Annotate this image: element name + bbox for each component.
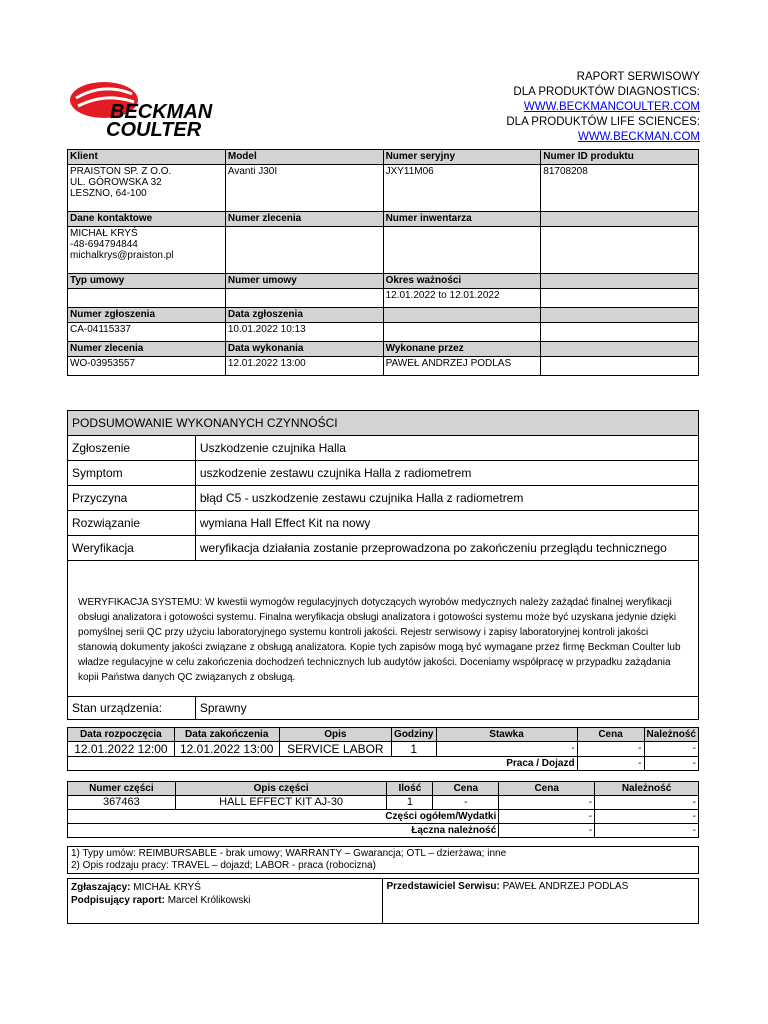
client-label: Klient bbox=[68, 150, 226, 165]
contact-value bbox=[68, 227, 226, 274]
part-number: 367463 bbox=[68, 796, 176, 810]
summary-value-4: weryfikacja działania zostanie przeprowadzona po zakończeniu przeglądu technicznego bbox=[195, 536, 698, 561]
done-date-label: Data wykonania bbox=[225, 342, 383, 357]
verification-text: WERYFIKACJA SYSTEMU: W kwestii wymogów regulacyjnych dotyczących wyrobów medycznych należy zażądać finalnej weryfikacji obsługi analizatora i gotowości systemu. Finalna weryfikacja obsługi analizatora i gotowości systemu może być uzyskana jedynie dzięki pomyślnej serii QC przy użyciu laboratoryjnego systemu kontroli jakości. Rejestr serwisowy i zapisy laboratoryjnej kontroli jakości stanowią dokumenty jakości związane z obsługą analizatora. Kopie tych zapisów mogą być wymagane przez firmę Beckman Coulter lub władze regulacyjne w celu zakończenia dochodzeń technicznych lub audytów jakości. Doceniamy współpracę w przypadku zażądania kopii Państwa danych QC związanych z obsługą. bbox=[68, 561, 699, 697]
reporter-name: MICHAŁ KRYŚ bbox=[133, 882, 201, 893]
notes bbox=[68, 847, 699, 874]
grand-total-price: - bbox=[499, 824, 595, 838]
notes-table bbox=[67, 846, 699, 874]
logo-line1: BECKMAN bbox=[110, 101, 213, 123]
device-state-value: Sprawny bbox=[195, 697, 698, 720]
inventory-label: Numer inwentarza bbox=[383, 212, 541, 227]
beckman-coulter-logo bbox=[66, 76, 246, 136]
model-value: Avanti J30I bbox=[225, 165, 383, 212]
labor-total-label: Praca / Dojazd bbox=[68, 757, 578, 771]
rep-label: Przedstawiciel Serwisu: bbox=[386, 881, 500, 892]
reporter-cell bbox=[68, 879, 383, 924]
wo-label: Numer zlecenia bbox=[68, 342, 226, 357]
header-title: RAPORT SERWISOWY bbox=[576, 71, 700, 83]
parts-header-4: Cena bbox=[499, 782, 595, 796]
labor-row bbox=[68, 742, 699, 757]
labor-end: 12.01.2022 13:00 bbox=[174, 742, 279, 757]
rep-cell bbox=[383, 879, 699, 924]
productid-value: 81708208 bbox=[541, 165, 699, 212]
header-line3: DLA PRODUKTÓW LIFE SCIENCES: bbox=[506, 116, 700, 128]
client-value bbox=[68, 165, 226, 212]
parts-table bbox=[67, 781, 699, 838]
contact-line2: -48-694794844 bbox=[70, 239, 138, 250]
labor-desc: SERVICE LABOR bbox=[279, 742, 391, 757]
summary-label-2: Przyczyna bbox=[68, 486, 196, 511]
labor-hours: 1 bbox=[392, 742, 436, 757]
ticket-date-value: 10.01.2022 10:13 bbox=[225, 323, 383, 342]
client-line3: LESZNO, 64-100 bbox=[70, 188, 147, 199]
part-desc: HALL EFFECT KIT AJ-30 bbox=[175, 796, 387, 810]
labor-start: 12.01.2022 12:00 bbox=[68, 742, 175, 757]
labor-header-6: Należność bbox=[644, 728, 699, 742]
parts-header-0: Numer części bbox=[68, 782, 176, 796]
summary-title: PODSUMOWANIE WYKONANYCH CZYNNOŚCI bbox=[68, 411, 699, 436]
done-by-label: Wykonane przez bbox=[383, 342, 541, 357]
grand-total-amount: - bbox=[595, 824, 699, 838]
wo-value: WO-03953557 bbox=[68, 357, 226, 376]
client-line1: PRAISTON SP. Z O.O. bbox=[70, 166, 172, 177]
device-state-label: Stan urządzenia: bbox=[68, 697, 196, 720]
labor-rate: - bbox=[436, 742, 577, 757]
summary-value-3: wymiana Hall Effect Kit na nowy bbox=[195, 511, 698, 536]
ticket-label: Numer zgłoszenia bbox=[68, 308, 226, 323]
labor-table bbox=[67, 727, 699, 771]
header-line2: DLA PRODUKTÓW DIAGNOSTICS: bbox=[513, 86, 700, 98]
summary-label-3: Rozwiązanie bbox=[68, 511, 196, 536]
rep-name: PAWEŁ ANDRZEJ PODLAS bbox=[502, 881, 629, 892]
labor-total-price: - bbox=[577, 757, 644, 771]
grand-total-label: Łączna należność bbox=[68, 824, 499, 838]
done-date-value: 12.01.2022 13:00 bbox=[225, 357, 383, 376]
summary-value-2: błąd C5 - uszkodzenie zestawu czujnika Halla z radiometrem bbox=[195, 486, 698, 511]
labor-total-amount: - bbox=[644, 757, 699, 771]
contact-label: Dane kontaktowe bbox=[68, 212, 226, 227]
contact-line1: MICHAŁ KRYŚ bbox=[70, 228, 138, 239]
parts-total-amount: - bbox=[595, 810, 699, 824]
summary-label-4: Weryfikacja bbox=[68, 536, 196, 561]
labor-amount: - bbox=[644, 742, 699, 757]
labor-header-1: Data zakończenia bbox=[174, 728, 279, 742]
labor-header-0: Data rozpoczęcia bbox=[68, 728, 175, 742]
contract-type-label: Typ umowy bbox=[68, 274, 226, 289]
client-line2: UL. GÓROWSKA 32 bbox=[70, 177, 162, 188]
parts-total-price: - bbox=[499, 810, 595, 824]
labor-header-4: Stawka bbox=[436, 728, 577, 742]
summary-value-1: uszkodzenie zestawu czujnika Halla z radiometrem bbox=[195, 461, 698, 486]
parts-header-3: Cena bbox=[433, 782, 499, 796]
contact-line3: michalkrys@praiston.pl bbox=[70, 250, 174, 261]
labor-header-5: Cena bbox=[577, 728, 644, 742]
summary-label-0: Zgłoszenie bbox=[68, 436, 196, 461]
serial-label: Numer seryjny bbox=[383, 150, 541, 165]
order-label: Numer zlecenia bbox=[225, 212, 383, 227]
parts-header-5: Należność bbox=[595, 782, 699, 796]
productid-label: Numer ID produktu bbox=[541, 150, 699, 165]
part-unit-price: - bbox=[433, 796, 499, 810]
link-beckmancoulter[interactable]: WWW.BECKMANCOULTER.COM bbox=[523, 101, 700, 113]
logo-icon bbox=[66, 76, 246, 136]
summary-label-1: Symptom bbox=[68, 461, 196, 486]
validity-label: Okres ważności bbox=[383, 274, 541, 289]
ticket-date-label: Data zgłoszenia bbox=[225, 308, 383, 323]
logo-line2: COULTER bbox=[106, 119, 202, 136]
signer-name: Marcel Królikowski bbox=[167, 895, 251, 906]
part-price: - bbox=[499, 796, 595, 810]
serial-value: JXY11M06 bbox=[383, 165, 541, 212]
validity-value: 12.01.2022 to 12.01.2022 bbox=[383, 289, 541, 308]
done-by-value: PAWEŁ ANDRZEJ PODLAS bbox=[383, 357, 541, 376]
parts-header-2: Ilość bbox=[387, 782, 433, 796]
summary-value-0: Uszkodzenie czujnika Halla bbox=[195, 436, 698, 461]
note-work-types: 2) Opis rodzaju pracy: TRAVEL – dojazd; LABOR - praca (robocizna) bbox=[71, 860, 376, 871]
signature-table bbox=[67, 878, 699, 924]
part-amount: - bbox=[595, 796, 699, 810]
parts-total-label: Części ogółem/Wydatki bbox=[68, 810, 499, 824]
note-contract-types: 1) Typy umów: REIMBURSABLE - brak umowy; WARRANTY – Gwarancja; OTL – dzierżawa; inne bbox=[71, 848, 507, 859]
ticket-value: CA-04115337 bbox=[68, 323, 226, 342]
labor-price: - bbox=[577, 742, 644, 757]
labor-header-2: Opis bbox=[279, 728, 391, 742]
parts-header-1: Opis części bbox=[175, 782, 387, 796]
signer-label: Podpisujący raport: bbox=[71, 895, 165, 906]
labor-header-3: Godziny bbox=[392, 728, 436, 742]
link-beckman[interactable]: WWW.BECKMAN.COM bbox=[577, 131, 700, 143]
report-header bbox=[506, 70, 700, 145]
part-qty: 1 bbox=[387, 796, 433, 810]
client-info-table bbox=[67, 149, 699, 376]
model-label: Model bbox=[225, 150, 383, 165]
summary-table bbox=[67, 410, 699, 720]
contract-no-label: Numer umowy bbox=[225, 274, 383, 289]
parts-row bbox=[68, 796, 699, 810]
reporter-label: Zgłaszający: bbox=[71, 882, 131, 893]
